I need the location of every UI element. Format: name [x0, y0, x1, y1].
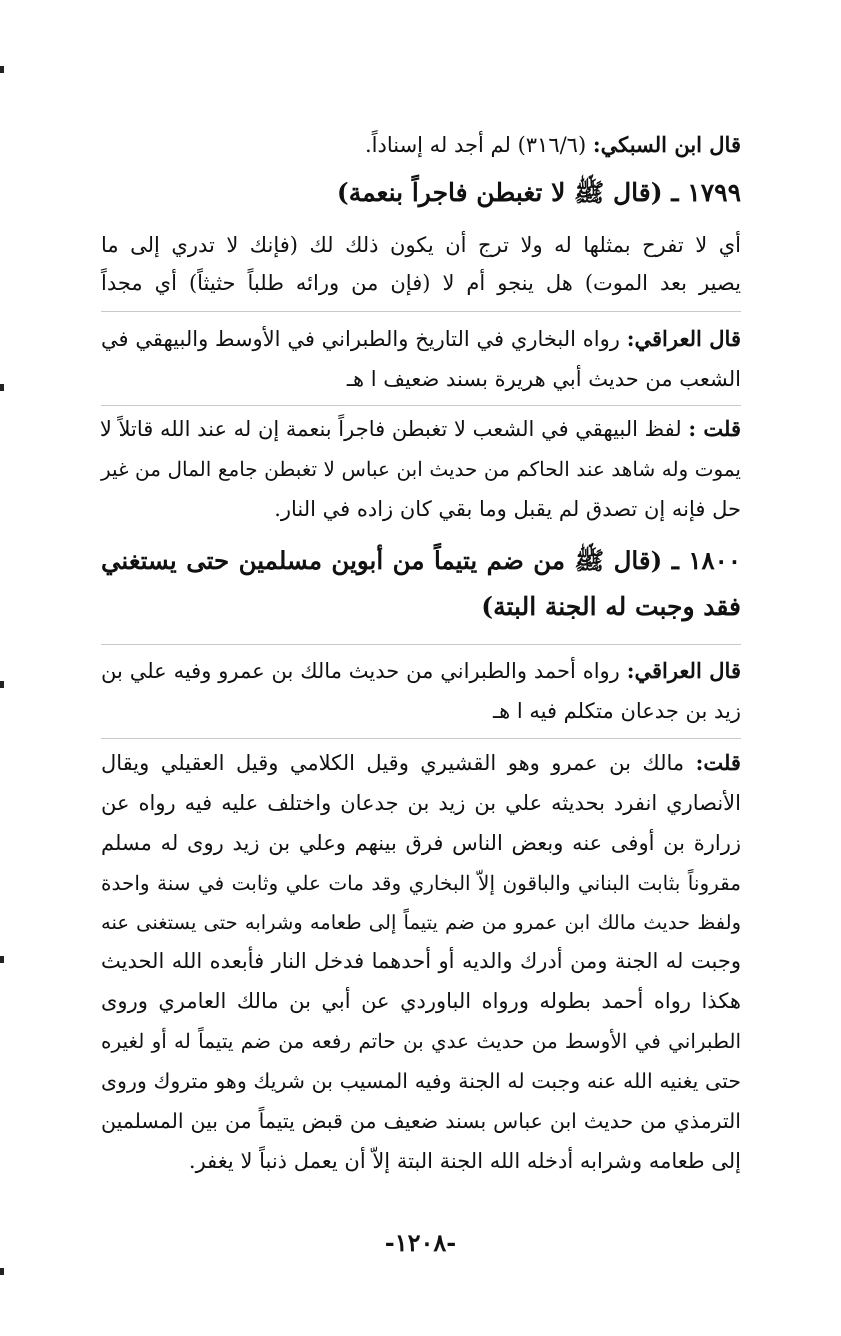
- qultu2-label: قلت:: [695, 750, 741, 775]
- qultu-label: قلت :: [688, 416, 741, 441]
- hadith-text-1799: (قال ﷺ لا تغبطن فاجراً بنعمة): [336, 178, 663, 207]
- qultu2-line-6: وجبت له الجنة ومن أدرك والديه أو أحدهما فدخل النار فأبعده الله الحديث: [101, 949, 741, 973]
- scan-mark: [0, 1268, 4, 1275]
- iraqi2-label: قال العراقي:: [626, 658, 741, 683]
- qultu-line-1: [101, 412, 741, 446]
- explanation-line-1: أي لا تفرح بمثلها له ولا ترج أن يكون ذلك لك (فإنك لا تدري إلى ما: [101, 233, 741, 257]
- iraqi-label: قال العراقي:: [626, 326, 741, 351]
- hadith-text-1800-1: (قال ﷺ من ضم يتيماً من أبوين مسلمين حتى يستغني: [101, 546, 663, 575]
- iraqi-line-2: الشعب من حديث أبي هريرة بسند ضعيف ا هـ: [346, 367, 741, 391]
- qultu-line-2: يموت وله شاهد عند الحاكم من حديث ابن عباس لا تغبطن جامع المال من غير: [101, 457, 741, 481]
- hadith-heading-1799: [101, 176, 741, 210]
- hadith-number-1799: ١٧٩٩ ـ: [671, 178, 741, 207]
- paragraph-subki: [101, 128, 741, 162]
- qultu2-line-9: حتى يغنيه الله عنه وجبت له الجنة وفيه المسيب بن شريك وهو متروك وروى: [101, 1069, 741, 1093]
- iraqi2-line-1: [101, 654, 741, 688]
- subki-label: قال ابن السبكي:: [592, 132, 741, 157]
- qultu2-line-2: الأنصاري انفرد بحديثه علي بن زيد بن جدعان واختلف عليه فيه رواه عن: [101, 791, 741, 815]
- hadith-heading-1800: [101, 544, 741, 578]
- qultu-text-1: لفظ البيهقي في الشعب لا تغبطن فاجراً بنعمة إن له عند الله قاتلاً لا: [99, 417, 682, 441]
- page-number: -١٢٠٨-: [384, 1228, 457, 1257]
- qultu2-line-4: مقروناً بثابت البناني والباقون إلاّ البخاري وقد مات علي وثابت في سنة واحدة: [101, 871, 741, 895]
- explanation-line-2: يصير بعد الموت) هل ينجو أم لا (فإن من ورائه طلباً حثيثاً) أي مجداً: [101, 271, 741, 295]
- iraqi2-line-2: زيد بن جدعان متكلم فيه ا هـ: [492, 699, 741, 723]
- qultu2-line-7: هكذا رواه أحمد بطوله ورواه الباوردي عن أبي بن مالك العامري وروى: [101, 989, 741, 1013]
- iraqi-text-1: رواه البخاري في التاريخ والطبراني في الأوسط والبيهقي في: [101, 327, 620, 351]
- qultu-line-3: حل فإنه إن تصدق لم يقبل وما بقي كان زاده في النار.: [274, 497, 741, 521]
- iraqi-line-1: [101, 322, 741, 356]
- qultu2-line-3: زرارة بن أوفى عنه وبعض الناس فرق بينهم وعلي بن زيد روى له مسلم: [101, 831, 741, 855]
- separator: [101, 311, 741, 312]
- scan-mark: [0, 956, 4, 963]
- hadith-number-1800: ١٨٠٠ ـ: [671, 546, 741, 575]
- qultu2-line-5: ولفظ حديث مالك ابن عمرو من ضم يتيماً إلى طعامه وشرابه حتى يستغنى عنه: [101, 911, 741, 934]
- separator: [101, 738, 741, 739]
- qultu2-line-8: الطبراني في الأوسط من حديث عدي بن حاتم رفعه من ضم يتيماً له أو لغيره: [101, 1029, 741, 1053]
- separator: [101, 405, 741, 406]
- scan-mark: [0, 384, 4, 391]
- scan-mark: [0, 66, 4, 73]
- separator: [101, 644, 741, 645]
- scan-mark: [0, 681, 4, 688]
- qultu2-text-1: مالك بن عمرو وهو القشيري وقيل الكلامي وقيل العقيلي ويقال: [101, 751, 685, 775]
- qultu2-line-11: إلى طعامه وشرابه أدخله الله الجنة البتة إلاّ أن يعمل ذنباً لا يغفر.: [188, 1149, 741, 1173]
- qultu2-line-1: [101, 746, 741, 780]
- qultu2-line-10: الترمذي من حديث ابن عباس بسند ضعيف من قبض يتيماً من بين المسلمين: [101, 1109, 741, 1133]
- iraqi2-text-1: رواه أحمد والطبراني من حديث مالك بن عمرو وفيه علي بن: [101, 659, 620, 683]
- subki-text: (٣١٦/٦) لم أجد له إسناداً.: [364, 133, 587, 157]
- hadith-text-1800-2: فقد وجبت له الجنة البتة): [481, 592, 741, 621]
